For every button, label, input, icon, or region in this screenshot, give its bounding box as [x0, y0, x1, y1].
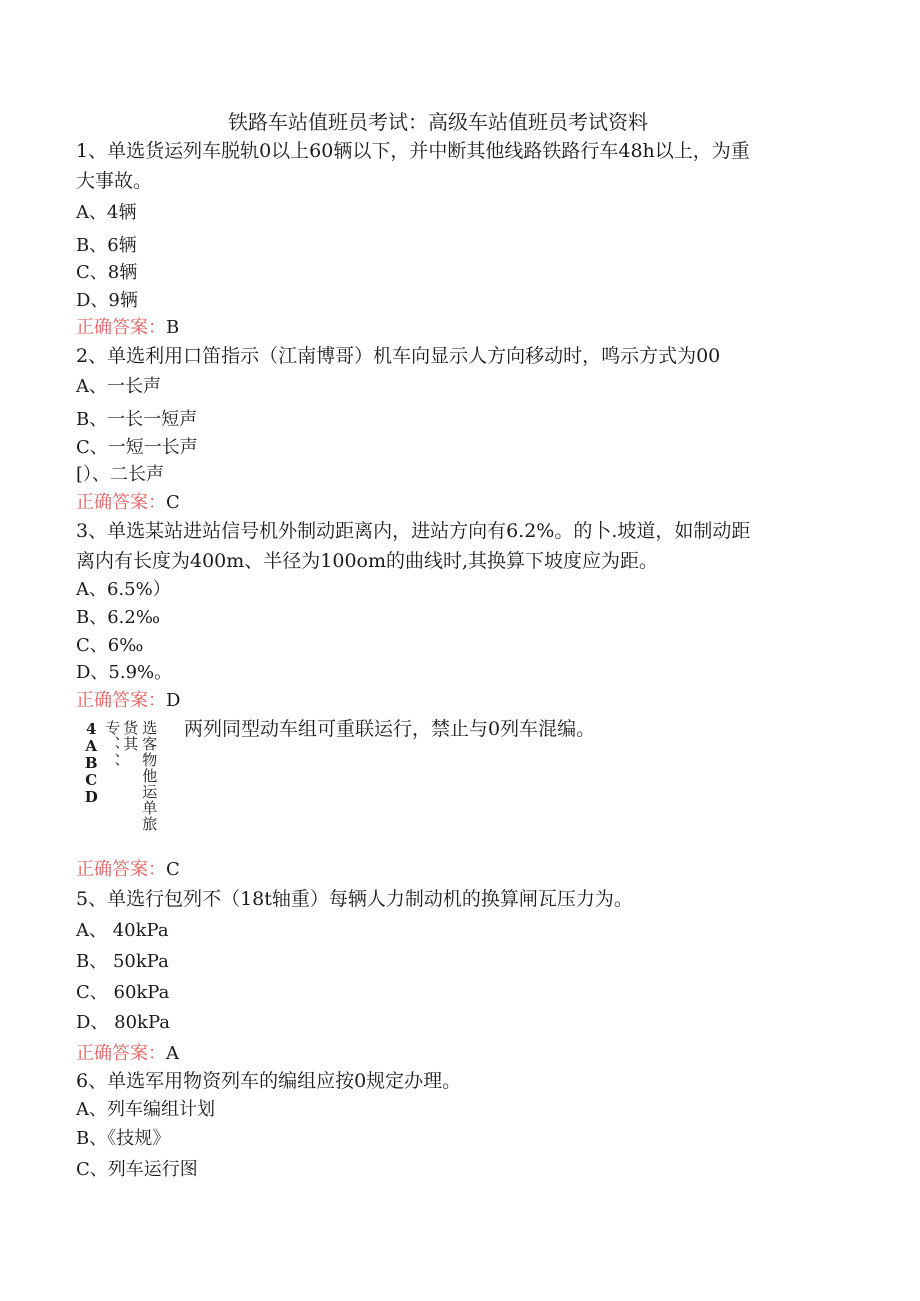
question-1-answer [76, 319, 179, 337]
question-3-stem-line-1: 3、单选某站进站信号机外制动距离内，进站方向有6.2%。的卜.坡道，如制动距 [76, 520, 751, 542]
question-4-column-2: 专、、、、 [103, 720, 122, 778]
question-5-option-d: D、 80kPa [76, 1012, 170, 1033]
question-5-option-c: C、 60kPa [76, 982, 170, 1003]
question-3-option-d: D、5.9%。 [76, 662, 173, 683]
question-6-option-b: B、《技规》 [76, 1128, 171, 1149]
question-1-option-c: C、8辆 [76, 262, 138, 283]
question-3-option-c: C、6‰ [76, 635, 144, 656]
question-4-answer [76, 861, 180, 879]
question-2-answer [76, 494, 180, 512]
answer-label: 正确答案： [76, 859, 166, 880]
question-5-option-b: B、 50kPa [76, 951, 169, 972]
question-3-option-a: A、6.5%） [76, 579, 171, 600]
answer-value: D [166, 690, 181, 711]
question-2-option-b: B、一长一短声 [76, 409, 198, 430]
question-3-option-b: B、6.2‰ [76, 607, 161, 628]
question-5-answer [76, 1045, 179, 1063]
answer-label: 正确答案： [76, 690, 166, 711]
answer-value: A [166, 1043, 179, 1064]
question-4-stem-line-1: 两列同型动车组可重联运行，禁止与0列车混编。 [184, 718, 596, 740]
answer-label: 正确答案： [76, 492, 166, 513]
question-4-column-4: 选客物他运单旅 [140, 720, 159, 832]
question-1-option-a: A、4辆 [76, 202, 137, 223]
question-2-option-d: [）、二长声 [76, 464, 165, 485]
question-1-stem-line-1: 1、单选货运列车脱轨0以上60辆以下，并中断其他线路铁路行车48h以上，为重 [76, 140, 750, 162]
question-2-option-a: A、一长声 [76, 376, 161, 397]
answer-value: C [166, 492, 180, 513]
question-6-stem-line-1: 6、单选军用物资列车的编组应按0规定办理。 [76, 1070, 462, 1092]
answer-label: 正确答案： [76, 317, 166, 338]
question-6-option-a: A、列车编组计划 [76, 1099, 215, 1120]
question-1-option-b: B、6辆 [76, 235, 137, 256]
question-6-option-c: C、列车运行图 [76, 1159, 198, 1180]
question-2-option-c: C、一短一长声 [76, 437, 198, 458]
question-3-answer [76, 692, 180, 710]
question-4-column-3: 货其 [121, 720, 140, 752]
question-5-option-a: A、 40kPa [76, 920, 169, 941]
answer-value: B [166, 317, 180, 338]
question-2-stem-line-1: 2、单选利用口笛指示（江南博哥）机车向显示人方向移动时，鸣示方式为00 [76, 345, 721, 367]
question-3-stem-line-2: 离内有长度为400m、半径为100om的曲线时,其换算下坡度应为距。 [76, 550, 659, 572]
question-1-stem-line-2: 大事故。 [76, 170, 153, 192]
document-title: 铁路车站值班员考试：高级车站值班员考试资料 [228, 110, 648, 134]
question-4-number-column: 4ABCD [82, 720, 101, 805]
answer-label: 正确答案： [76, 1043, 166, 1064]
answer-value: C [166, 859, 180, 880]
question-1-option-d: D、9辆 [76, 290, 138, 311]
question-5-stem-line-1: 5、单选行包列不（18t轴重）每辆人力制动机的换算闸瓦压力为。 [76, 888, 633, 910]
